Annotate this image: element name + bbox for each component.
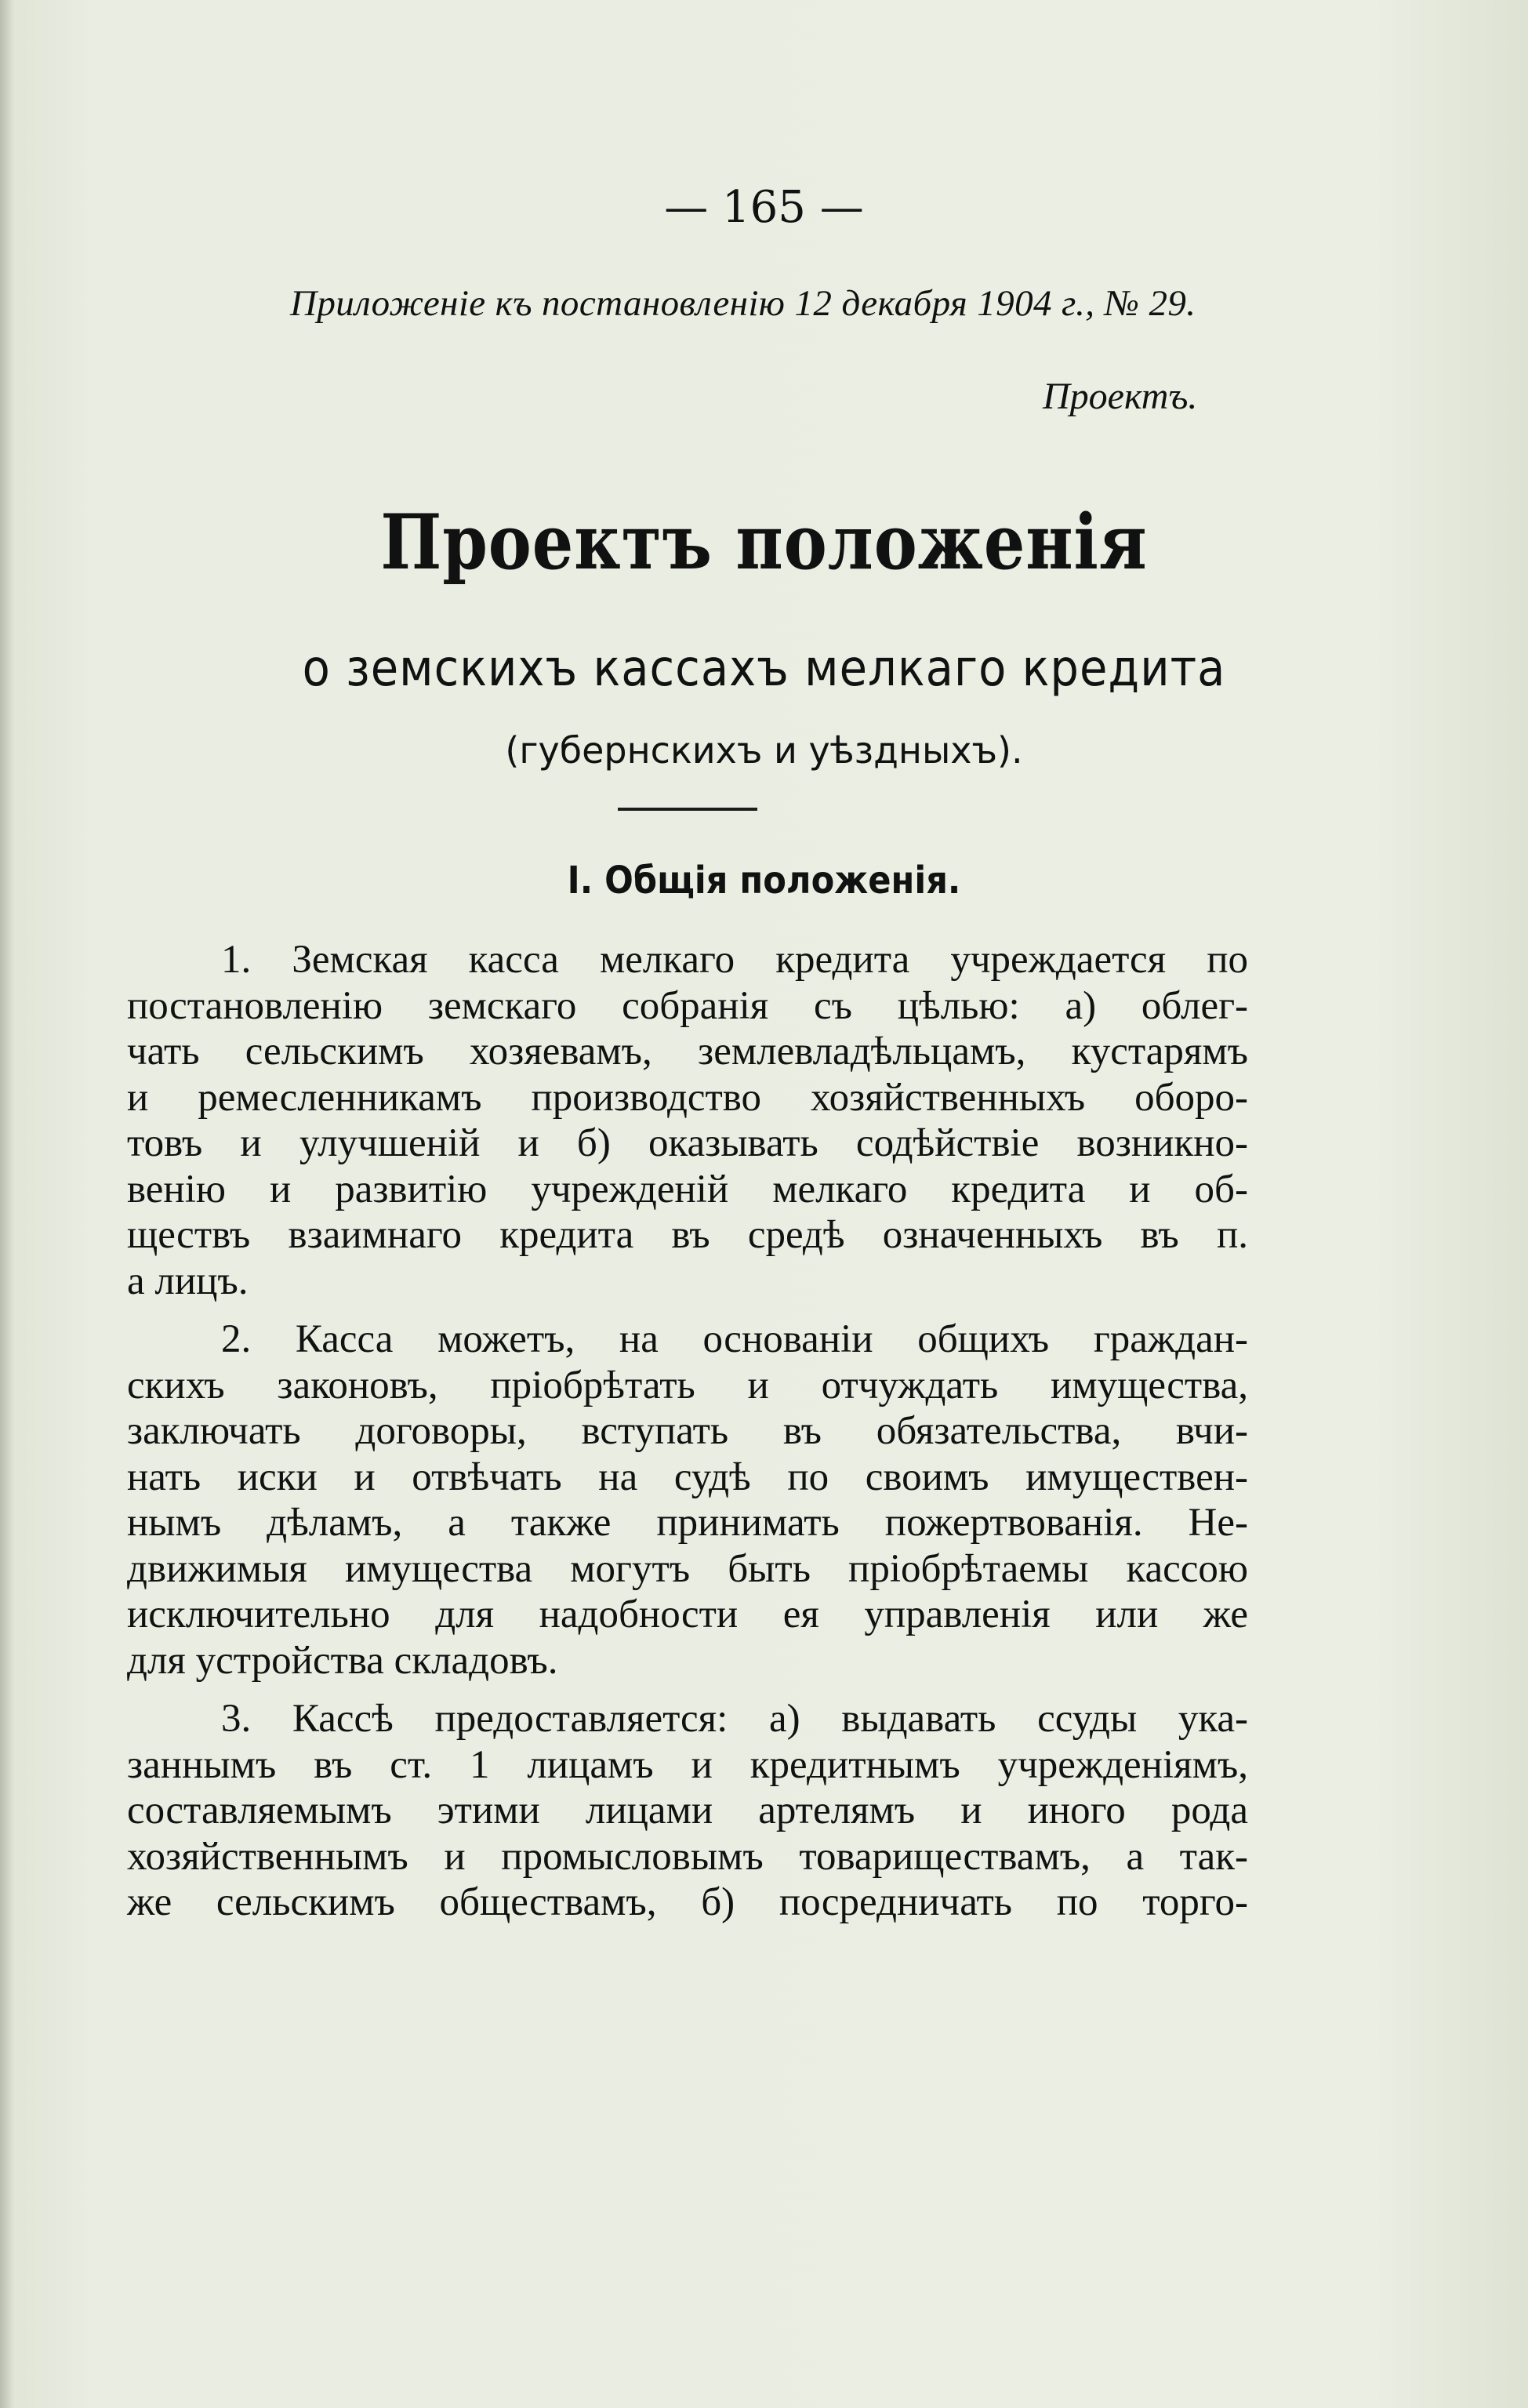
- text-line: 2. Касса можетъ, на основаніи общихъ граждан-: [221, 1317, 1248, 1361]
- text-line: же сельскимъ обществамъ, б) посредничать по торго-: [127, 1880, 1248, 1924]
- text-line: хозяйственнымъ и промысловымъ товариществамъ, а так-: [127, 1834, 1248, 1879]
- text-line: нать иски и отвѣчать на судѣ по своимъ имуществен-: [127, 1455, 1248, 1499]
- document-title: Проектъ положенія: [380, 498, 1148, 587]
- text-line: для устройства складовъ.: [127, 1638, 558, 1683]
- text-line: заннымъ въ ст. 1 лицамъ и кредитнымъ учрежденіямъ,: [127, 1742, 1248, 1787]
- document-subtitle: о земскихъ кассахъ мелкаго кредита: [302, 640, 1226, 698]
- paragraph-1: [127, 937, 1248, 1304]
- project-mark: Проектъ.: [1043, 376, 1198, 417]
- text-line: движимыя имущества могутъ быть пріобрѣтаемы кассою: [127, 1546, 1248, 1591]
- title-divider: [618, 808, 757, 811]
- text-line: и ремесленникамъ производство хозяйственныхъ оборо-: [127, 1075, 1248, 1120]
- text-line: постановленію земскаго собранія съ цѣлью: а) облег-: [127, 983, 1248, 1028]
- text-line: заключать договоры, вступать въ обязательства, вчи-: [127, 1409, 1248, 1453]
- text-line: нымъ дѣламъ, а также принимать пожертвованія. Не-: [127, 1501, 1248, 1545]
- appendix-note: Приложеніе къ постановленію 12 декабря 1904 г., № 29.: [290, 283, 1196, 324]
- page-binding-shadow: [0, 0, 14, 2408]
- page-number: — 165 —: [664, 182, 864, 233]
- text-line: чать сельскимъ хозяевамъ, землевладѣльцамъ, кустарямъ: [127, 1030, 1248, 1073]
- document-subtitle-qualifier: (губернскихъ и уѣздныхъ).: [505, 729, 1023, 772]
- text-line: скихъ законовъ, пріобрѣтать и отчуждать имущества,: [127, 1363, 1248, 1407]
- paragraph-2: [127, 1317, 1248, 1683]
- text-line: исключительно для надобности ея управленія или же: [127, 1593, 1248, 1636]
- text-line: товъ и улучшеній и б) оказывать содѣйствіе возникно-: [127, 1121, 1248, 1165]
- body-text: [127, 937, 1248, 1926]
- text-line: венію и развитію учрежденій мелкаго кредита и об-: [127, 1167, 1248, 1211]
- text-line: 1. Земская касса мелкаго кредита учреждается по: [221, 938, 1248, 982]
- text-line: ществъ взаимнаго кредита въ средѣ означенныхъ въ п.: [127, 1213, 1248, 1257]
- section-heading: I. Общія положенія.: [567, 859, 961, 903]
- text-line: а лицъ.: [127, 1258, 249, 1303]
- paragraph-3: [127, 1696, 1248, 1926]
- text-line: 3. Кассѣ предоставляется: а) выдавать ссуды ука-: [221, 1697, 1248, 1741]
- text-line: составляемымъ этими лицами артелямъ и иного рода: [127, 1789, 1248, 1832]
